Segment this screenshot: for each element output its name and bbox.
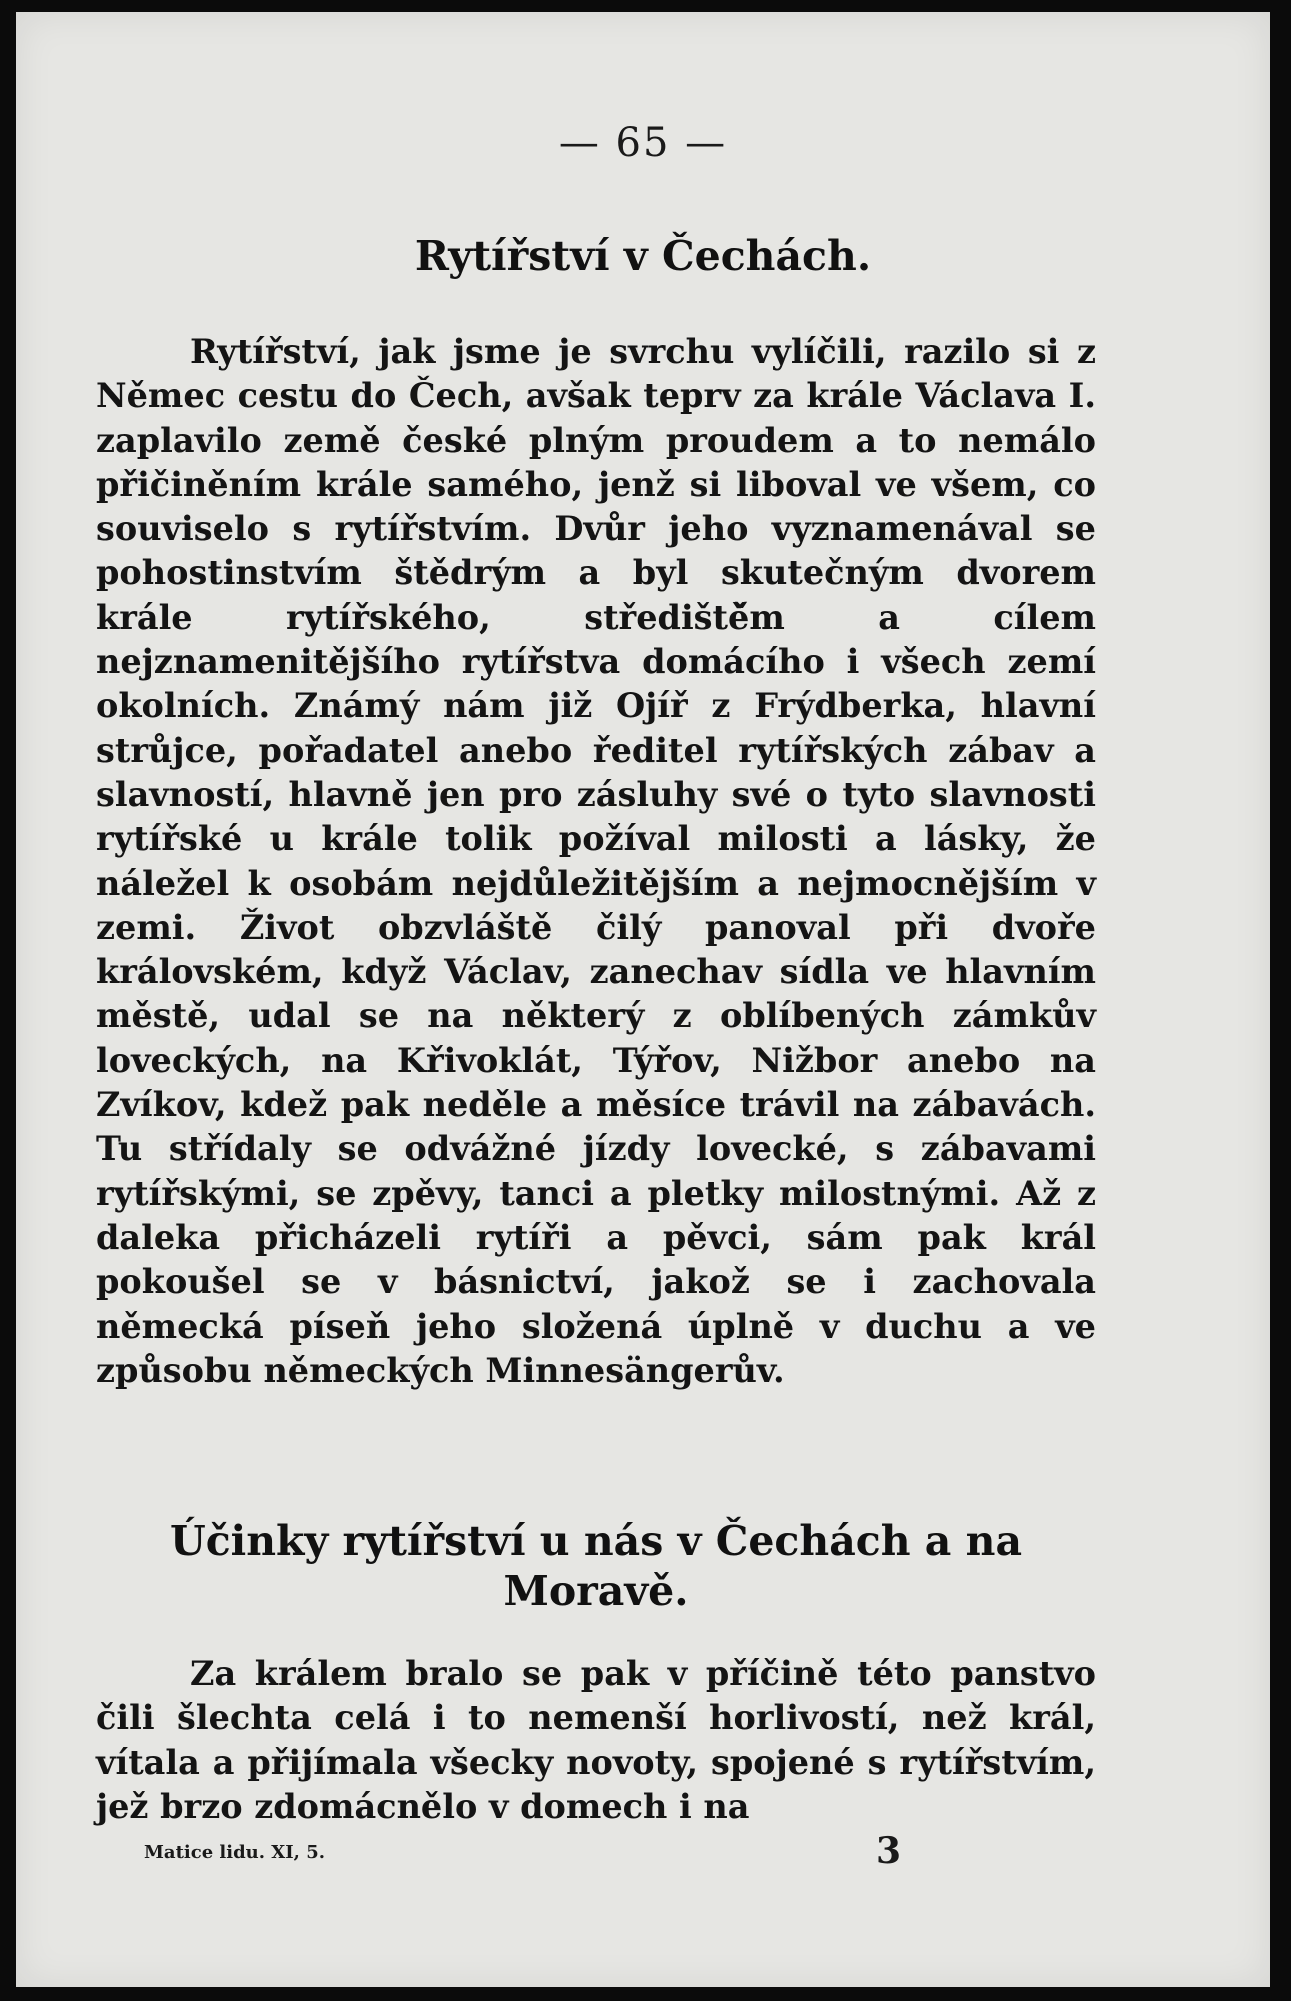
book-page [16, 12, 1270, 1987]
section-heading: Účinky rytířství u nás v Čechách a na Moravě. [169, 1517, 1023, 1615]
body-paragraph-2: Za králem bralo se pak v příčině této panstvo čili šlechta celá i to nemenší horlivostí, než král, vítala a přijímala všecky novoty, spojené s rytířstvím, jež brzo zdomácnělo v domech i na [96, 1654, 1096, 1826]
body-paragraph-1: Rytířství, jak jsme je svrchu vylíčili, razilo si z Němec cestu do Čech, avšak teprv za krále Václava I. zaplavilo země české plným proudem a to nemálo přičiněním krále samého, jenž si liboval ve všem, co souviselo s rytířstvím. Dvůr jeho vyznamenával se pohostinstvím štědrým a byl skutečným dvorem krále rytířského, střediště̌m a cílem nejznamenitějšího rytířstva domácího i všech zemí okolních. Známý nám již Ojíř z Frýdberka, hlavní strůjce, pořadatel anebo ředitel rytířských zábav a slavností, hlavně jen pro zásluhy své o tyto slavnosti rytířské u krále tolik požíval milosti a lásky, že náležel k osobám nejdůležitějším a nejmocnějším v zemi. Život obzvláště čilý panoval při dvoře královském, když Václav, zanechav sídla ve hlavním městě, udal se na některý z oblíbených zámkův loveckých, na Křivoklát, Týřov, Nižbor anebo na Zvíkov, kdež pak neděle a měsíce trávil na zábavách. Tu střídaly se odvážné jízdy lovecké, s zábavami rytířskými, se zpěvy, tanci a pletky milostnými. Až z daleka přicházeli rytíři a pěvci, sám pak král pokoušel se v básnictví, jakož se i zachovala německá píseň jeho složená úplně v duchu a ve způsobu německých Minnesängerův. [96, 332, 1096, 1390]
page-number: — 65 — [558, 120, 728, 166]
chapter-heading: Rytířství v Čechách. [414, 232, 872, 280]
signature-mark: Matice lidu. XI, 5. [144, 1842, 326, 1863]
sheet-number: 3 [876, 1830, 902, 1872]
